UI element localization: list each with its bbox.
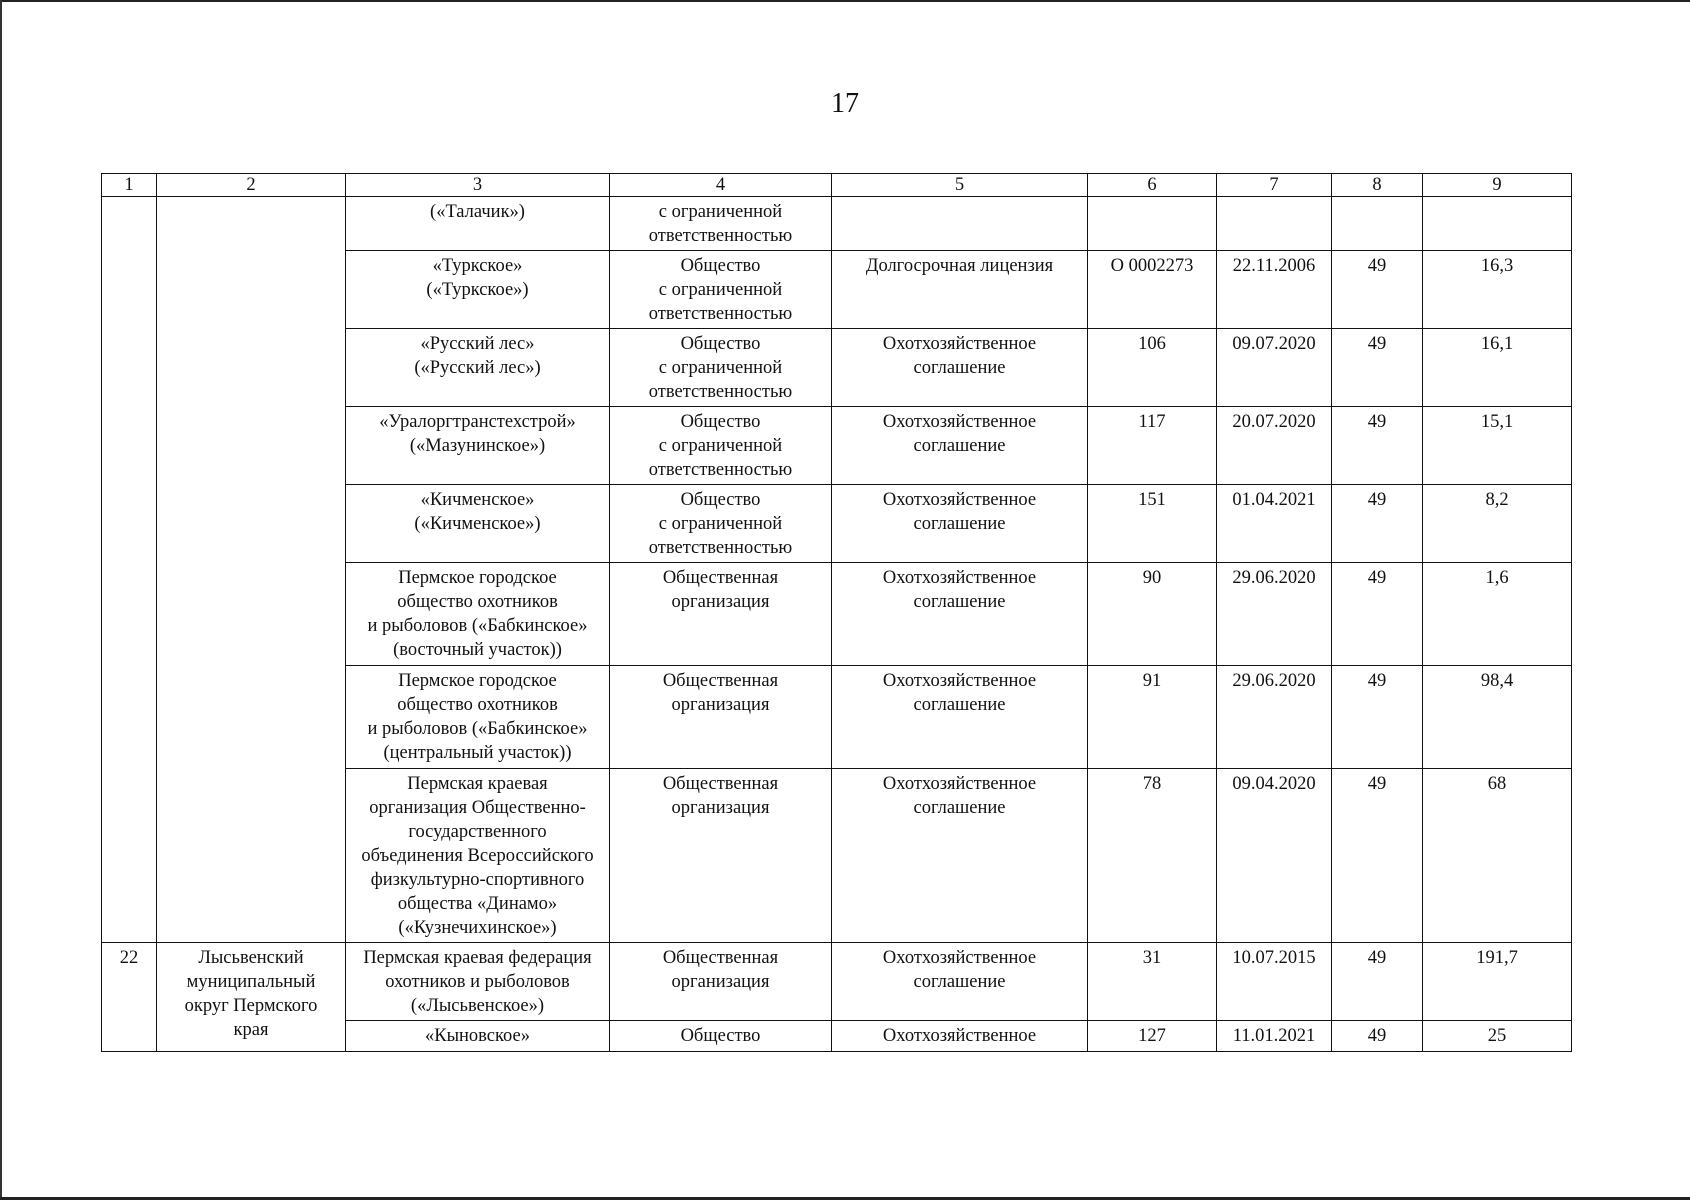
column-header: 4	[610, 174, 832, 197]
term-cell: 49	[1332, 563, 1423, 666]
term-cell: 49	[1332, 769, 1423, 943]
document-number-cell: 31	[1088, 943, 1217, 1021]
term-cell: 49	[1332, 251, 1423, 329]
user-name-cell: «Русский лес» («Русский лес»)	[346, 329, 610, 407]
document-number-cell: 117	[1088, 407, 1217, 485]
area-cell: 191,7	[1423, 943, 1572, 1021]
document-number-cell: 91	[1088, 666, 1217, 769]
municipality-cell	[157, 197, 346, 943]
document-date-cell: 29.06.2020	[1217, 563, 1332, 666]
area-cell: 98,4	[1423, 666, 1572, 769]
legal-form-cell: Общественная организация	[610, 943, 832, 1021]
document-type-cell	[832, 197, 1088, 251]
document-type-cell: Охотхозяйственное соглашение	[832, 407, 1088, 485]
legal-form-cell: Общество	[610, 1021, 832, 1052]
document-number-cell: 90	[1088, 563, 1217, 666]
table-row	[102, 197, 1572, 251]
column-header: 8	[1332, 174, 1423, 197]
term-cell: 49	[1332, 407, 1423, 485]
legal-form-cell: Общественная организация	[610, 769, 832, 943]
user-name-cell: Пермское городское общество охотников и рыболовов («Бабкинское» (центральный участок))	[346, 666, 610, 769]
column-header: 7	[1217, 174, 1332, 197]
user-name-cell: «Кыновское»	[346, 1021, 610, 1052]
term-cell	[1332, 197, 1423, 251]
document-number-cell: О 0002273	[1088, 251, 1217, 329]
document-date-cell: 10.07.2015	[1217, 943, 1332, 1021]
column-number-row	[102, 174, 1572, 197]
table-row	[102, 943, 1572, 1021]
document-type-cell: Охотхозяйственное соглашение	[832, 485, 1088, 563]
document-type-cell: Охотхозяйственное соглашение	[832, 943, 1088, 1021]
legal-form-cell: Общество с ограниченной ответственностью	[610, 485, 832, 563]
area-cell: 25	[1423, 1021, 1572, 1052]
user-name-cell: («Талачик»)	[346, 197, 610, 251]
column-header: 3	[346, 174, 610, 197]
legal-form-cell: Общественная организация	[610, 563, 832, 666]
document-number-cell: 78	[1088, 769, 1217, 943]
document-type-cell: Охотхозяйственное соглашение	[832, 563, 1088, 666]
document-type-cell: Охотхозяйственное соглашение	[832, 329, 1088, 407]
legal-form-cell: Общество с ограниченной ответственностью	[610, 329, 832, 407]
document-date-cell: 29.06.2020	[1217, 666, 1332, 769]
area-cell: 1,6	[1423, 563, 1572, 666]
hunting-grounds-table	[101, 173, 1572, 1052]
column-header: 9	[1423, 174, 1572, 197]
area-cell: 16,3	[1423, 251, 1572, 329]
user-name-cell: «Кичменское» («Кичменское»)	[346, 485, 610, 563]
legal-form-cell: Общество с ограниченной ответственностью	[610, 407, 832, 485]
area-cell: 16,1	[1423, 329, 1572, 407]
document-date-cell: 09.04.2020	[1217, 769, 1332, 943]
legal-form-cell: Общественная организация	[610, 666, 832, 769]
column-header: 1	[102, 174, 157, 197]
document-date-cell: 22.11.2006	[1217, 251, 1332, 329]
user-name-cell: Пермское городское общество охотников и рыболовов («Бабкинское» (восточный участок))	[346, 563, 610, 666]
area-cell: 8,2	[1423, 485, 1572, 563]
user-name-cell: Пермская краевая федерация охотников и рыболовов («Лысьвенское»)	[346, 943, 610, 1021]
document-date-cell	[1217, 197, 1332, 251]
document-type-cell: Охотхозяйственное соглашение	[832, 666, 1088, 769]
document-type-cell: Охотхозяйственное	[832, 1021, 1088, 1052]
scan-edge-top	[0, 0, 1690, 2]
area-cell: 15,1	[1423, 407, 1572, 485]
document-type-cell: Долгосрочная лицензия	[832, 251, 1088, 329]
row-number-cell	[102, 197, 157, 943]
document-date-cell: 20.07.2020	[1217, 407, 1332, 485]
user-name-cell: Пермская краевая организация Общественно- государственного объединения Всероссийского физкультурно-спортивного общества «Динамо» («Кузнечихинское»)	[346, 769, 610, 943]
municipality-cell: Лысьвенский муниципальный округ Пермского края	[157, 943, 346, 1052]
document-type-cell: Охотхозяйственное соглашение	[832, 769, 1088, 943]
document-date-cell: 01.04.2021	[1217, 485, 1332, 563]
term-cell: 49	[1332, 943, 1423, 1021]
user-name-cell: «Уралоргтранстехстрой» («Мазунинское»)	[346, 407, 610, 485]
document-number-cell	[1088, 197, 1217, 251]
column-header: 6	[1088, 174, 1217, 197]
document-date-cell: 09.07.2020	[1217, 329, 1332, 407]
term-cell: 49	[1332, 329, 1423, 407]
term-cell: 49	[1332, 485, 1423, 563]
page-number: 17	[831, 88, 859, 119]
column-header: 2	[157, 174, 346, 197]
column-header: 5	[832, 174, 1088, 197]
document-number-cell: 127	[1088, 1021, 1217, 1052]
legal-form-cell: с ограниченной ответственностью	[610, 197, 832, 251]
term-cell: 49	[1332, 1021, 1423, 1052]
document-number-cell: 106	[1088, 329, 1217, 407]
scan-edge-left	[0, 0, 2, 1200]
area-cell	[1423, 197, 1572, 251]
document-date-cell: 11.01.2021	[1217, 1021, 1332, 1052]
legal-form-cell: Общество с ограниченной ответственностью	[610, 251, 832, 329]
area-cell: 68	[1423, 769, 1572, 943]
user-name-cell: «Туркское» («Туркское»)	[346, 251, 610, 329]
document-number-cell: 151	[1088, 485, 1217, 563]
term-cell: 49	[1332, 666, 1423, 769]
row-number-cell: 22	[102, 943, 157, 1052]
